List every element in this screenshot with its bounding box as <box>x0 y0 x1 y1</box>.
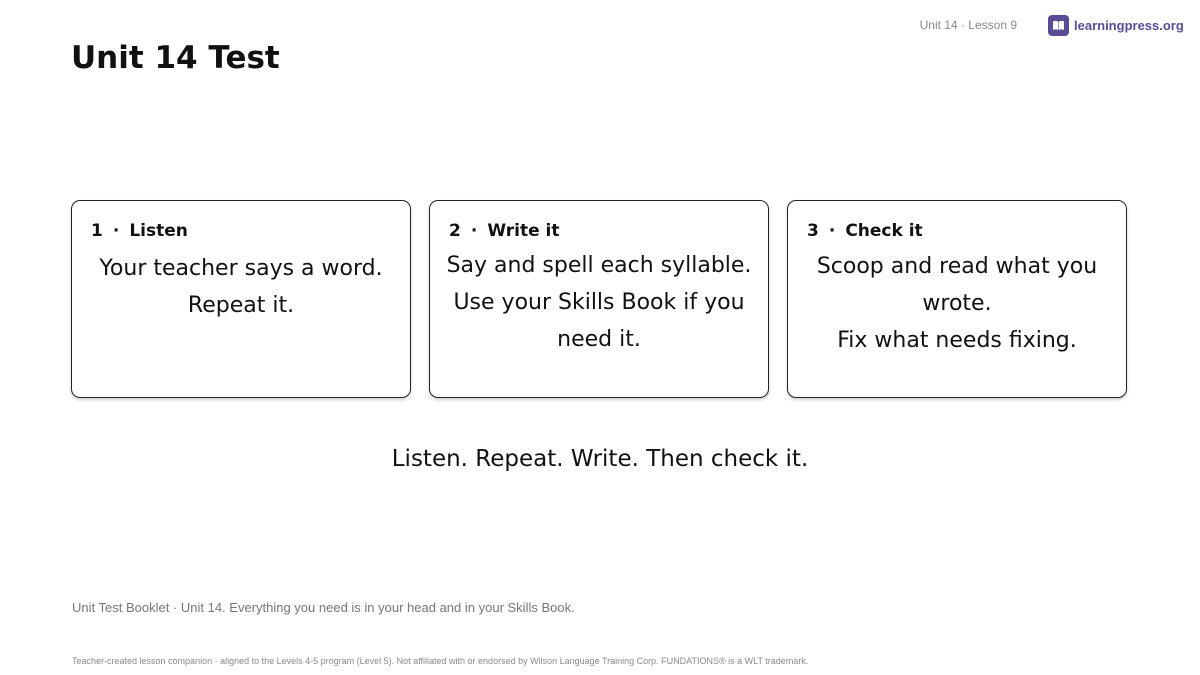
step-heading <box>91 221 188 241</box>
lesson-meta: Unit 14 · Lesson 9 <box>919 18 1017 32</box>
step-separator: · <box>470 221 478 241</box>
step-card-check <box>787 200 1127 398</box>
instruction-line: Use your Skills Book if you need it. <box>453 290 745 352</box>
book-icon <box>1048 15 1069 36</box>
page-title: Unit 14 Test <box>71 40 280 76</box>
step-card-write <box>429 200 769 398</box>
step-instructions <box>438 247 760 358</box>
step-label: Listen <box>129 221 188 241</box>
step-heading <box>449 221 560 241</box>
step-cards <box>71 200 1129 398</box>
instruction-line: Repeat it. <box>187 293 295 318</box>
brand-name: learningpress.org <box>1074 17 1184 33</box>
step-number: 1 <box>91 221 103 241</box>
step-card-listen <box>71 200 411 398</box>
instruction-line: Your teacher says a word. <box>99 256 383 281</box>
step-label: Write it <box>487 221 560 241</box>
disclaimer: Teacher-created lesson companion · aligned to the Levels 4-5 program (Level 5). Not affiliated with or endorsed by Wilson Language Training Corp. FUNDATIONS® is a WLT trademark. <box>72 656 809 666</box>
step-label: Check it <box>845 221 923 241</box>
step-number: 3 <box>807 221 819 241</box>
summary-line: Listen. Repeat. Write. Then check it. <box>391 446 809 472</box>
instruction-line: Say and spell each syllable. <box>446 253 752 278</box>
instruction-line: Scoop and read what you wrote. <box>816 254 1098 316</box>
step-heading <box>807 221 923 241</box>
step-instructions <box>80 250 402 324</box>
footer-note: Unit Test Booklet · Unit 14. Everything you need is in your head and in your Skills Book. <box>72 600 575 615</box>
step-separator: · <box>112 221 120 241</box>
step-separator: · <box>828 221 836 241</box>
instruction-line: Fix what needs fixing. <box>837 328 1077 353</box>
step-number: 2 <box>449 221 461 241</box>
step-instructions <box>796 248 1118 359</box>
brand-logo[interactable] <box>1048 14 1184 36</box>
